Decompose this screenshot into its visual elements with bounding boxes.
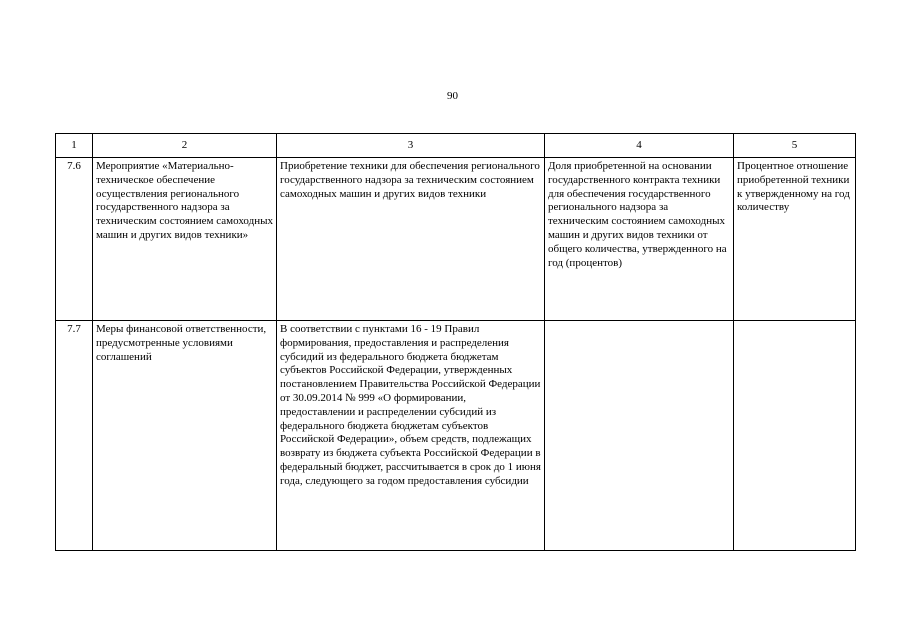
row-number: 7.7 <box>56 321 93 551</box>
table-row <box>56 158 856 321</box>
calculation-cell <box>734 321 856 551</box>
column-header-5: 5 <box>734 134 856 158</box>
measures-table <box>55 133 856 551</box>
calculation-cell: Процентное отношение приобретенной техники к утвержденному на год количеству <box>734 158 856 321</box>
row-number: 7.6 <box>56 158 93 321</box>
measure-description-cell: Приобретение техники для обеспечения регионального государственного надзора за техническим состоянием самоходных машин и других видов техники <box>277 158 545 321</box>
column-header-1: 1 <box>56 134 93 158</box>
measure-description-cell: В соответствии с пунктами 16 - 19 Правил формирования, предоставления и распределения субсидий из федерального бюджета бюджетам субъектов Российской Федерации, утвержденных постановлением Правительства Российской Федерации от 30.09.2014 № 999 «О формировании, предоставлении и распределении субсидий из федерального бюджета бюджетам субъектов Российской Федерации», объем средств, подлежащих возврату из бюджета субъекта Российской Федерации в федеральный бюджет, рассчитывается в срок до 1 июня года, следующего за годом предоставления субсидии <box>277 321 545 551</box>
column-header-3: 3 <box>277 134 545 158</box>
indicator-cell: Доля приобретенной на основании государственного контракта техники для обеспечения государственного регионального надзора за техническим состоянием самоходных машин и других видов техники от общего количества, утвержденного на год (процентов) <box>545 158 734 321</box>
table-header-row <box>56 134 856 158</box>
column-header-2: 2 <box>93 134 277 158</box>
indicator-cell <box>545 321 734 551</box>
page-number: 90 <box>447 90 458 102</box>
column-header-4: 4 <box>545 134 734 158</box>
measure-name-cell: Мероприятие «Материально-техническое обеспечение осуществления регионального государственного надзора за техническим состоянием самоходных машин и других видов техники» <box>93 158 277 321</box>
table-row <box>56 321 856 551</box>
measure-name-cell: Меры финансовой ответственности, предусмотренные условиями соглашений <box>93 321 277 551</box>
